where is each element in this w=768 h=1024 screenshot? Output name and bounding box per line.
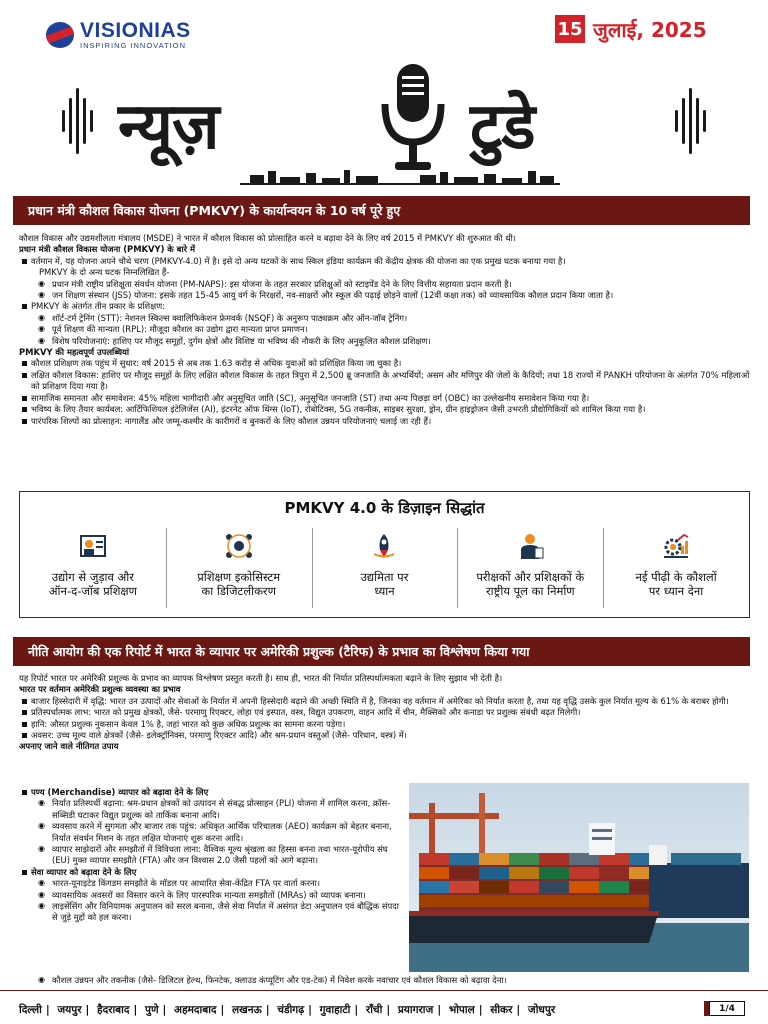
city-name[interactable]: जोधपुर xyxy=(527,1004,556,1016)
separator: | xyxy=(220,1004,225,1016)
principle-label: उद्यमिता पर xyxy=(360,570,409,584)
city-name[interactable]: दिल्ली xyxy=(19,1004,42,1016)
list-item: ◉ भारत-यूनाइटेड किंगडम समझौते के मॉडल पर आधारित सेवा-केंद्रित FTA पर वार्ता करना। xyxy=(19,878,404,889)
title-news: न्यूज़ xyxy=(118,90,219,164)
city-name[interactable]: गुवाहाटी xyxy=(319,1004,351,1016)
impact-heading: भारत पर वर्तमान अमेरिकी प्रशुल्क व्यवस्था का प्रभाव xyxy=(19,684,181,695)
list-item: पारंपरिक शिल्पों का प्रोत्साहन: नागालैंड और जम्मू-कश्मीर के कारीगरों व बुनकरों के लिए कौशल उन्नयन परियोजनाएं चलाई जा रही हैं। xyxy=(19,416,754,427)
article1-body xyxy=(19,233,754,427)
list-item: अवसर: उच्च मूल्य वाले क्षेत्रकों (जैसे- इलेक्ट्रॉनिक्स, परमाणु रिएक्टर आदि) और श्रम-प्रधान वस्तुओं (जैसे- परिधान, वस्त्र) में। xyxy=(19,730,754,741)
article2-intro: यह रिपोर्ट भारत पर अमेरिकी प्रशुल्क के प्रभाव का व्यापक विश्लेषण प्रस्तुत करती है। साथ ही, भारत की निर्यात प्रतिस्पर्धात्मकता बढ़ाने के लिए सुझाव भी देती है। xyxy=(19,673,503,683)
city-name[interactable]: चंडीगढ़ xyxy=(277,1004,305,1016)
city-name[interactable]: लखनऊ xyxy=(232,1004,262,1016)
list-item: ◉ प्रधान मंत्री राष्ट्रीय प्रशिक्षुता संवर्धन योजना (PM-NAPS): इस योजना के तहत सरकार प्रशिक्षुओं को स्टाइपेंड देने के लिए वित्तीय सहायता प्रदान करती है। xyxy=(19,279,754,290)
masthead-title xyxy=(0,52,768,187)
city-name[interactable]: जयपुर xyxy=(57,1004,82,1016)
separator: | xyxy=(354,1004,359,1016)
brand-tagline: INSPIRING INNOVATION xyxy=(80,41,186,50)
brand-name: VISIONIAS xyxy=(80,19,191,42)
principle-label: का डिजिटलीकरण xyxy=(201,584,276,598)
list-subheading: PMKVY के दो अन्य घटक निम्नलिखित हैं- xyxy=(39,267,170,278)
container-ship-photo xyxy=(409,783,749,972)
principle-item xyxy=(20,528,166,612)
rocket-icon xyxy=(370,532,398,560)
microphone-icon xyxy=(373,60,453,180)
separator: | xyxy=(386,1004,391,1016)
principle-item xyxy=(166,528,312,612)
title-today: टुडे xyxy=(470,90,535,164)
city-name[interactable]: सीकर xyxy=(490,1004,513,1016)
skyline-decoration xyxy=(240,169,560,185)
principle-item xyxy=(312,528,458,612)
globe-icon xyxy=(46,22,74,48)
principle-label: प्रशिक्षण इकोसिस्टम xyxy=(197,570,281,584)
list-subheading: PMKVY के अंतर्गत तीन प्रकार के प्रशिक्षण: xyxy=(19,301,754,312)
city-name[interactable]: रॉंची xyxy=(365,1004,383,1016)
worker-icon xyxy=(79,532,107,560)
separator: | xyxy=(85,1004,90,1016)
principle-item xyxy=(457,528,603,612)
list-item: ◉ जन शिक्षण संस्थान (JSS) योजना: इसके तहत 15-45 आयु वर्ग के निरक्षरों, नव-साक्षरों और स्कूल की पढ़ाई छोड़ने वालों (12वीं कक्षा तक) को व्यावसायिक कौशल प्रदान किया जाता है। xyxy=(19,290,754,301)
city-name[interactable]: प्रयागराज xyxy=(397,1004,434,1016)
list-item: ◉ व्यावसायिक अवसरों का विस्तार करने के लिए पारस्परिक मान्यता समझौतों (MRAs) को व्यापक बनाना। xyxy=(19,890,404,901)
article2-body xyxy=(19,673,754,753)
article1-about-heading: प्रधान मंत्री कौशल विकास योजना (PMKVY) के बारे में xyxy=(19,244,195,255)
list-item: लक्षित कौशल विकास: हाशिए पर मौजूद समूहों के लिए लक्षित कौशल विकास के तहत त्रिपुरा में 2,500 ब्रू जनजाति के अभ्यर्थियों; असम और मणिपुर की जेलों के कैदियों; तथा 18 राज्यों में PANKH परियोजना के अंतर्गत 70% महिलाओं को प्रशिक्षण दिया गया है। xyxy=(19,370,754,393)
card-title: PMKVY 4.0 के डिज़ाइन सिद्धांत xyxy=(284,499,485,517)
issue-date xyxy=(555,15,707,43)
separator: | xyxy=(437,1004,442,1016)
city-name[interactable]: अहमदाबाद xyxy=(174,1004,217,1016)
city-name[interactable]: भोपाल xyxy=(448,1004,475,1016)
city-name[interactable]: पुणे xyxy=(144,1004,159,1016)
achievements-heading: PMKVY की महत्वपूर्ण उपलब्धियां xyxy=(19,347,129,358)
list-item: ◉ निर्यात प्रतिस्पर्धी बढ़ाना: श्रम-प्रधान क्षेत्रकों को उत्पादन से संबद्ध प्रोत्साहन (PLI) योजना में शामिल करना, क्रॉस-सब्सिडी घटाकर विद्युत प्रशुल्क को तार्किक बनाना आदि। xyxy=(19,798,404,821)
trainer-icon xyxy=(516,532,544,560)
principle-label: नई पीढ़ी के कौशलों xyxy=(635,570,717,584)
principle-item xyxy=(603,528,749,612)
list-item: ◉ कौशल उन्नयन और तकनीक (जैसे- डिजिटल हेल्थ, फिनटेक, क्लाउड कंप्यूटिंग और एड-टेक) में निवेश करके नवाचार एवं कौशल विकास को बढ़ावा देना। xyxy=(19,975,754,986)
gear-growth-icon xyxy=(662,532,690,560)
list-item: बाजार हिस्सेदारी में वृद्धि: भारत उन उत्पादों और सेवाओं के निर्यात में अपनी हिस्सेदारी बढ़ाने की अच्छी स्थिति में है, जिनका वह वर्तमान में अमेरिका को निर्यात करता है, तथा यह वृद्धि उसके कुल निर्यात मूल्य के 61% के बराबर होगी। xyxy=(19,696,754,707)
page-number: 1/4 xyxy=(709,1001,745,1016)
list-item: ◉ पूर्व शिक्षण की मान्यता (RPL): मौजूदा कौशल का उद्योग द्वारा मान्यता प्राप्त प्रमाणन। xyxy=(19,324,754,335)
principle-label: राष्ट्रीय पूल का निर्माण xyxy=(485,584,575,598)
list-item: ◉ व्यवसाय करने में सुगमता और बाजार तक पहुंच: अधिकृत आर्थिक परिचालक (AEO) कार्यक्रम को बेहतर बनाना, निर्यात संवर्धन मिशन के तहत लक्षित योजनाएं शुरू करना आदि। xyxy=(19,821,404,844)
list-item: ◉ शॉर्ट-टर्म ट्रेनिंग (STT): नेशनल स्किल्स क्वालिफिकेशन फ्रेमवर्क (NSQF) के अनुरूप पाठ्यक्रम और ऑन-जॉब ट्रेनिंग। xyxy=(19,313,754,324)
list-item: वर्तमान में, यह योजना अपने चौथे चरण (PMKVY-4.0) में है। इसे दो अन्य घटकों के साथ स्किल इंडिया कार्यक्रम की केंद्रीय क्षेत्रक की योजना का एक प्रमुख घटक बनाया गया है। xyxy=(19,256,754,267)
list-subheading: पण्य (Merchandise) व्यापार को बढ़ावा देने के लिए xyxy=(19,787,404,798)
principle-label: ध्यान xyxy=(374,584,395,598)
list-item: ◉ व्यापार साझेदारों और समझौतों में विविधता लाना: वैश्विक मूल्य श्रृंखला का हिस्सा बनना तथा भारत-यूरोपीय संघ (EU) मुक्त व्यापार समझौते (FTA) और जन विश्वास 2.0 जैसी पहलों को आगे बढ़ाना। xyxy=(19,844,404,867)
article1-banner xyxy=(19,196,750,225)
list-item: हानि: औसत प्रशुल्क नुकसान केवल 1% है, जहां भारत को कुछ अधिक प्रशुल्क का सामना करना पड़ेगा। xyxy=(19,719,754,730)
date-month-year: जुलाई, 2025 xyxy=(593,17,707,42)
masthead xyxy=(0,0,768,190)
network-icon xyxy=(225,532,253,560)
principle-label: ऑन-द-जॉब प्रशिक्षण xyxy=(48,584,137,598)
date-day: 15 xyxy=(555,15,585,43)
article2-banner xyxy=(19,637,750,666)
article1-intro: कौशल विकास और उद्यमशीलता मंत्रालय (MSDE) ने भारत में कौशल विकास को प्रोत्साहित करने व बढ़ावा देने के लिए वर्ष 2015 में PMKVY की शुरुआत की थी। xyxy=(19,233,516,243)
city-name[interactable]: हैदराबाद xyxy=(97,1004,130,1016)
page-footer xyxy=(0,990,768,1024)
separator: | xyxy=(162,1004,167,1016)
separator: | xyxy=(133,1004,138,1016)
list-item: ◉ लाइसेंसिंग और विनियामक अनुपालन को सरल बनाना, जैसे सेवा निर्यात में असंगत डेटा अनुपालन एवं बौद्धिक संपदा से जुड़े मुद्दों को हल करना। xyxy=(19,901,404,924)
measures-heading: अपनाए जाने वाले नीतिगत उपाय xyxy=(19,741,119,752)
list-subheading: सेवा व्यापार को बढ़ावा देने के लिए xyxy=(19,867,404,878)
design-principles-card xyxy=(19,491,750,618)
principle-label: पर ध्यान देना xyxy=(648,584,704,598)
list-item: सामाजिक समानता और समावेशन: 45% महिला भागीदारी और अनुसूचित जाति (SC), अनुसूचित जनजाति (ST) तथा अन्य पिछड़ा वर्ग (OBC) का उल्लेखनीय समावेशन किया गया है। xyxy=(19,393,754,404)
city-list xyxy=(19,1003,555,1017)
principle-label: परीक्षकों और प्रशिक्षकों के xyxy=(476,570,585,584)
sound-wave-left-icon xyxy=(62,88,93,154)
article2-title: नीति आयोग की एक रिपोर्ट में भारत के व्यापार पर अमेरिकी प्रशुल्क (टैरिफ) के प्रभाव का विश्लेषण किया गया xyxy=(28,644,530,659)
separator: | xyxy=(265,1004,270,1016)
list-item: प्रतिस्पर्धात्मक लाभ: भारत को प्रमुख क्षेत्रकों, जैसे- परमाणु रिएक्टर, लोहा एवं इस्पात, वस्त्र, विद्युत उपकरण, वाहन आदि में चीन, मैक्सिको और कनाडा पर प्रशुल्क संबंधी बढ़त मिलेगी। xyxy=(19,707,754,718)
brand-logo[interactable] xyxy=(46,20,191,50)
list-item: ◉ विशेष परियोजनाएं: हाशिए पर मौजूद समूहों, दुर्गम क्षेत्रों और विशिष्ट या भविष्य की नौकरी के लिए अनुकूलित कौशल प्रशिक्षण। xyxy=(19,336,754,347)
list-item: कौशल प्रशिक्षण तक पहुंच में सुधार: वर्ष 2015 से अब तक 1.63 करोड़ से अधिक युवाओं को प्रशिक्षित किया जा चुका है। xyxy=(19,358,754,369)
article1-title: प्रधान मंत्री कौशल विकास योजना (PMKVY) के कार्यान्वयन के 10 वर्ष पूरे हुए xyxy=(28,203,401,218)
list-item: भविष्य के लिए तैयार कार्यबल: आर्टिफिशियल इंटेलिजेंस (AI), इंटरनेट ऑफ थिंग्स (IoT), रोबोटिक्स, 5G तकनीक, साइबर सुरक्षा, ड्रोन, ग्रीन हाइड्रोजन जैसी उभरती प्रौद्योगिकियों को शामिल किया गया है। xyxy=(19,404,754,415)
article2-measures xyxy=(19,787,404,924)
separator: | xyxy=(516,1004,521,1016)
separator: | xyxy=(308,1004,312,1016)
principle-label: उद्योग से जुड़ाव और xyxy=(51,570,135,584)
separator: | xyxy=(45,1004,50,1016)
separator: | xyxy=(478,1004,483,1016)
sound-wave-right-icon xyxy=(675,88,706,154)
